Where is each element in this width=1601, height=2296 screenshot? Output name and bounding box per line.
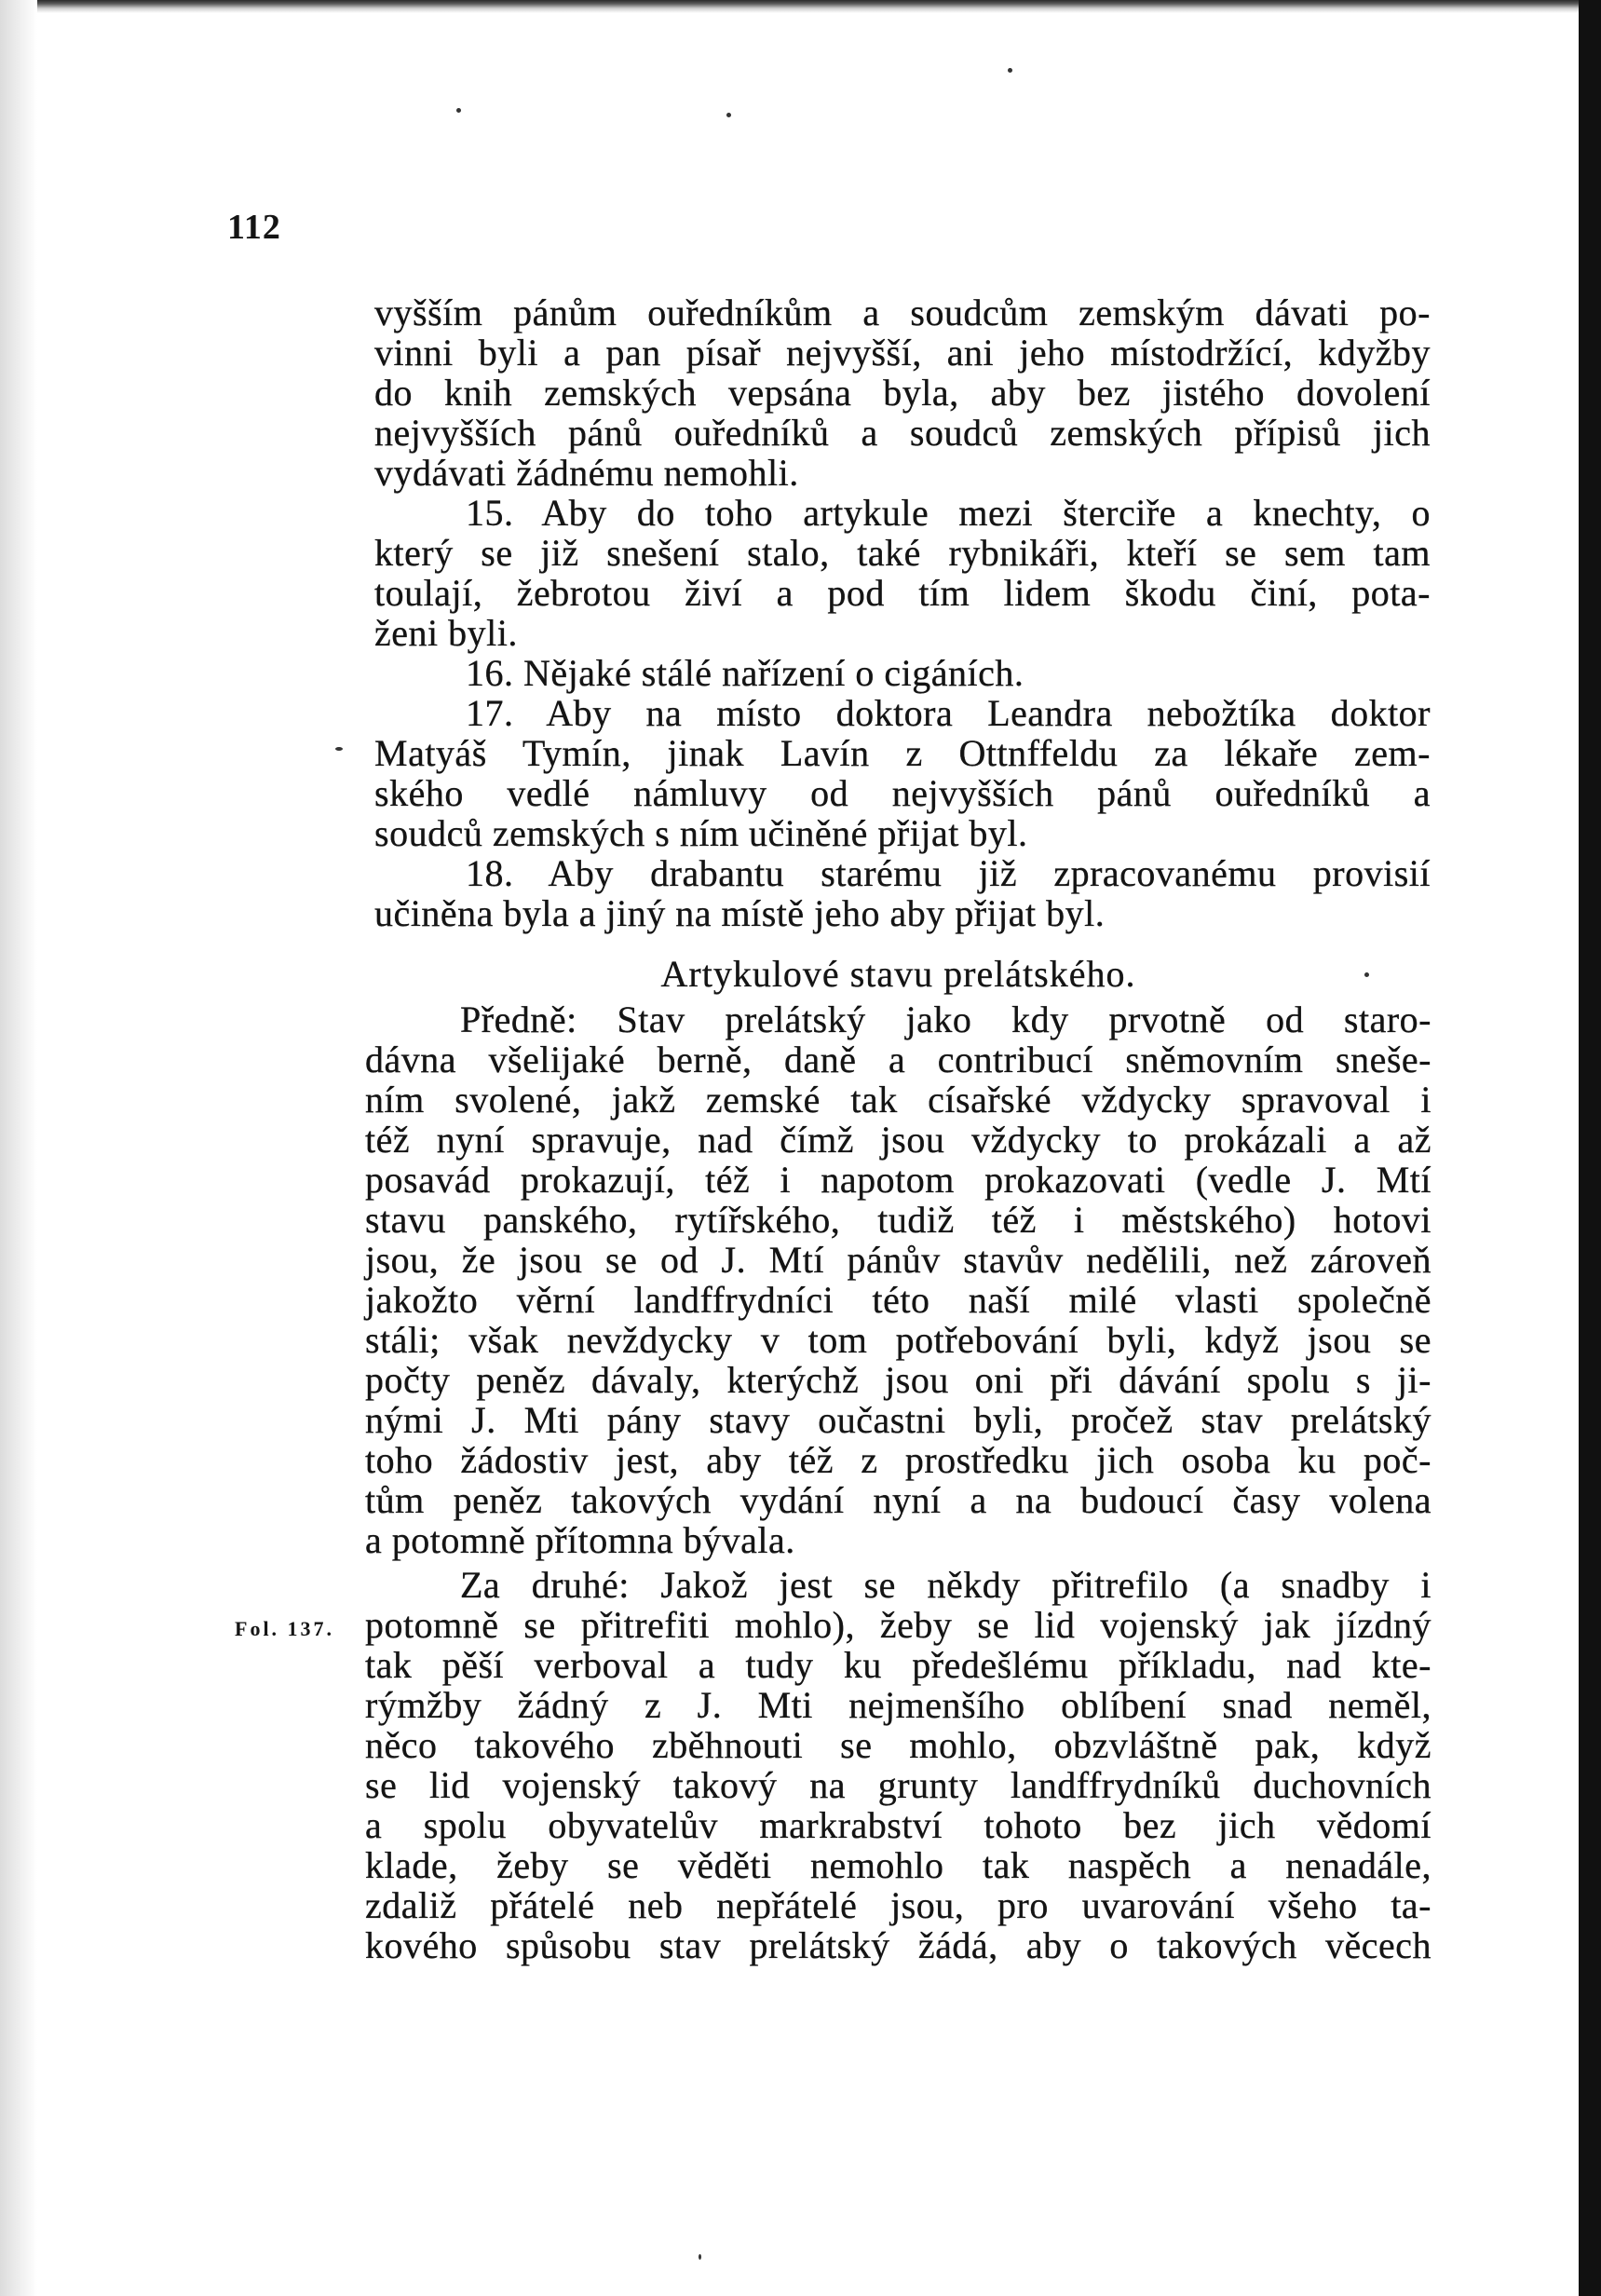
text-line: Předně: Stav prelátský jako kdy prvotně od staro-	[460, 999, 1431, 1040]
scan-speck	[335, 747, 343, 751]
scan-speck	[456, 108, 461, 113]
scan-speck	[726, 113, 731, 117]
text-line: klade, žeby se věděti nemohlo tak naspěch a nenadále,	[365, 1844, 1431, 1886]
text-line: vydávati žádnému nemohli.	[374, 452, 799, 494]
text-line: dávna všelijaké berně, daně a contribucí sněmovním sneše-	[365, 1039, 1431, 1080]
text-line: stáli; však nevždycky v tom potřebování byli, když jsou se	[365, 1319, 1431, 1361]
text-line: a potomně přítomna bývala.	[365, 1519, 795, 1561]
paragraph	[374, 292, 1431, 493]
text-line: stavu panského, rytířského, tudiž též i městského) hotovi	[365, 1199, 1431, 1241]
text-line: tům peněz takových vydání nyní a na budoucí časy volena	[365, 1479, 1431, 1521]
scan-edge-right	[1579, 0, 1601, 2296]
paragraph	[374, 493, 1431, 653]
text-line: 15. Aby do toho artykule mezi šterciře a knechty, o	[466, 492, 1431, 534]
paragraph	[374, 653, 1431, 693]
text-line: toulají, žebrotou živí a pod tím lidem škodu činí, pota-	[374, 572, 1431, 614]
text-line: něco takového zběhnouti se mohlo, obzvláštně pak, když	[365, 1724, 1431, 1766]
text-line: ním svolené, jakž zemské tak císařské vždycky spravoval i	[365, 1079, 1431, 1121]
text-line: toho žádostiv jest, aby též z prostředku jich osoba ku poč-	[365, 1439, 1431, 1481]
text-line: a spolu obyvatelův markrabství tohoto bez jich vědomí	[365, 1804, 1431, 1846]
text-line: Za druhé: Jakož jest se někdy přitrefilo (a snadby i	[460, 1564, 1431, 1606]
text-line: počty peněz dávaly, kterýchž jsou oni při dávání spolu s ji-	[365, 1359, 1431, 1401]
text-line: 18. Aby drabantu starému již zpracovanému provisií	[466, 852, 1431, 894]
text-line: 16. Nějaké stálé nařízení o cigáních.	[466, 652, 1024, 694]
text-line: 17. Aby na místo doktora Leandra nebožtíka doktor	[466, 692, 1431, 734]
text-line: jsou, že jsou se od J. Mtí pánův stavův nedělili, než zároveň	[365, 1239, 1431, 1281]
paragraph	[374, 853, 1431, 933]
text-line: nejvyšších pánů ouředníků a soudců zemských přípisů jich	[374, 412, 1431, 454]
text-line: potomně se přitrefiti mohlo), žeby se lid vojenský jak jízdný	[365, 1604, 1431, 1646]
scan-edge-top	[0, 0, 1579, 13]
text-line: jakožto věrní landffrydníci této naší milé vlasti společně	[365, 1279, 1431, 1321]
text-line: vinni byli a pan písař nejvyšší, ani jeho místodržící, kdyžby	[374, 332, 1431, 374]
scan-speck	[1008, 68, 1012, 73]
scan-edge-left	[0, 0, 37, 2296]
paragraph	[365, 1565, 1431, 1965]
text-line: posavád prokazují, též i napotom prokazovati (vedle J. Mtí	[365, 1159, 1431, 1201]
text-line: zdaliž přátelé neb nepřátelé jsou, pro uvarování všeho ta-	[365, 1884, 1431, 1926]
text-line: soudců zemských s ním učiněné přijat byl.	[374, 812, 1028, 854]
text-line: Matyáš Tymín, jinak Lavín z Ottnffeldu za lékaře zem-	[374, 732, 1431, 774]
text-line: ženi byli.	[374, 612, 518, 654]
scan-speck	[699, 2254, 701, 2260]
paragraph	[365, 999, 1431, 1560]
text-line: do knih zemských vepsána byla, aby bez jistého dovolení	[374, 372, 1431, 414]
paragraph	[374, 693, 1431, 853]
text-line: tak pěší verboval a tudy ku předešlému příkladu, nad kte-	[365, 1644, 1431, 1686]
page-number: 112	[227, 208, 281, 247]
text-line: rýmžby žádný z J. Mti nejmenšího oblíbení snad neměl,	[365, 1684, 1431, 1726]
text-line: též nyní spravuje, nad čímž jsou vždycky to prokázali a až	[365, 1119, 1431, 1161]
text-line: vyšším pánům ouředníkům a soudcům zemským dávati po-	[374, 292, 1431, 333]
text-line: kového spůsobu stav prelátský žádá, aby o takových věcech	[365, 1924, 1431, 1966]
text-line: který se již snešení stalo, také rybnikáři, kteří se sem tam	[374, 532, 1431, 574]
text-line: ského vedlé námluvy od nejvyšších pánů ouředníků a	[374, 772, 1431, 814]
text-line: se lid vojenský takový na grunty landffrydníků duchovních	[365, 1764, 1431, 1806]
margin-note-folio: Fol. 137.	[235, 1617, 335, 1640]
section-heading: Artykulové stavu prelátského.	[660, 953, 1136, 995]
text-line: nými J. Mti pány stavy oučastni byli, pročež stav prelátský	[365, 1399, 1431, 1441]
text-line: učiněna byla a jiný na místě jeho aby přijat byl.	[374, 892, 1106, 934]
